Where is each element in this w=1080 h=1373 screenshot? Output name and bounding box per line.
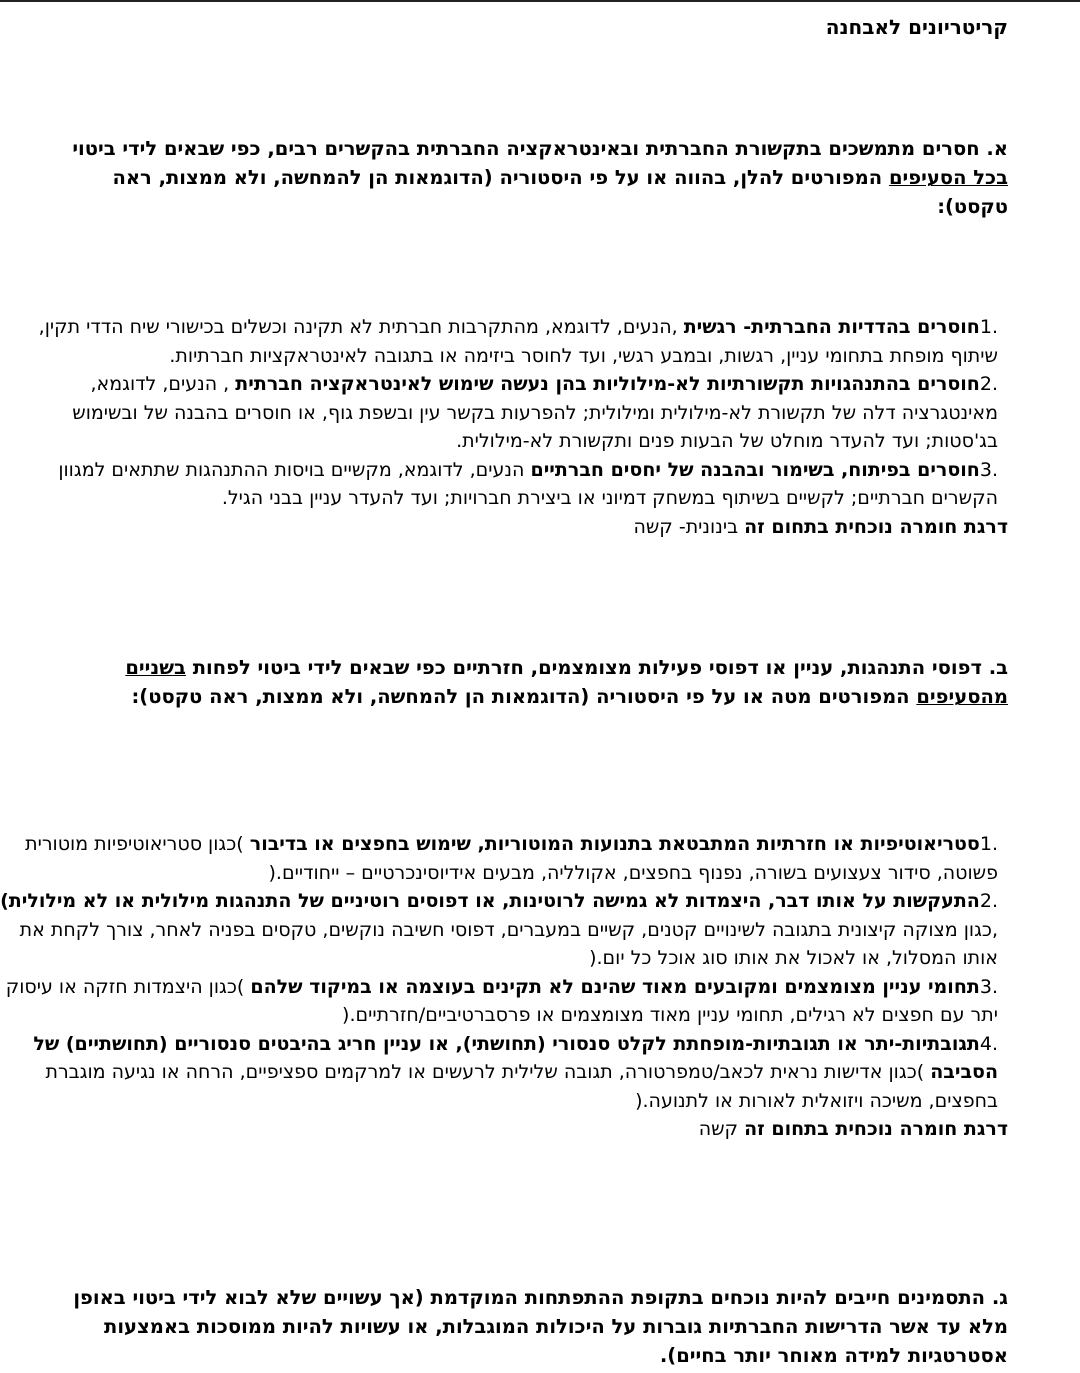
item-number: .3 (979, 975, 998, 998)
section-c-heading: ג. התסמינים חייבים להיות נוכחים בתקופת ההתפתחות המוקדמת (אך עשויים שלא לבוא לידי ביטוי באופן מלא עד אשר הדרישות החברתיות גוברות על היכולות המוגבלות, או עשויות להיות ממוסכות באמצעות אסטרטגיות למידה מאוחר יותר בחיים). (73, 1286, 1008, 1367)
section-b-item-2 (0, 887, 1008, 973)
top-border (0, 0, 1080, 2)
section-a-item-2 (0, 370, 1008, 456)
section-a-text-end: המפורטים להלן, בהווה או על פי היסטוריה (הדוגמאות הן להמחשה, ולא ממצות, ראה טקסט): (112, 166, 1008, 218)
item-bold: חוסרים בהדדיות החברתית- רגשית (683, 316, 980, 338)
item-text: הנעים, לדוגמא, מקשיים בויסות ההתנהגות שתתאים למגוון הקשרים חברתיים; לקשיים בשיתוף במשחק דמיוני או ביצירת חברויות; ועד להעדר עניין בבני הגיל. (58, 458, 998, 509)
section-b-items (0, 830, 1008, 1144)
section-b-underlined: בשניים מהסעיפים (125, 656, 1008, 708)
item-bold: תחומי עניין מצומצמים ומקובעים מאוד שהינם לא תקינים בעוצמה או במיקוד שלהם (250, 975, 980, 998)
section-a-text: א. חסרים מתמשכים בתקשורת החברתית ובאינטראקציה החברתית בהקשרים רבים, כפי שבאים לידי ביטוי (72, 137, 1008, 160)
item-bold: התעקשות על אותו דבר, היצמדות לא גמישה לרוטינות, או דפוסים רוטיניים של התנהגות מילולית או לא מילולית) (0, 890, 980, 912)
section-a-severity (0, 513, 1008, 542)
item-text: )כגון אדישות נראית לכאב/טמפרטורה, תגובה שלילית לרעשים או למרקמים ספציפיים, הרחה או נגיעה מוגברת בחפצים, משיכה ויזואלית לאורות או לתנועה.( (45, 1061, 998, 1112)
item-text: , הנעים, לדוגמא, מאינטגרציה דלה של תקשורת לא-מילולית ומילולית; להפרעות בקשר עין ובשפת גוף, או חוסרים בהבנה של ובשימוש בג'סטות; ועד להעדר מוחלט של הבעות פנים ותקשורת לא-מילולית. (72, 373, 998, 452)
item-number: .1 (979, 833, 998, 855)
item-text: ,כגון מצוקה קיצונית בתגובה לשינויים קטנים, קשיים במעברים, דפוסי חשיבה נוקשים, טקסים בפניה לאחר, צורך לקחת את אותו המסלול, או לאכול את אותו סוג אוכל כל יום.( (19, 918, 998, 969)
section-a-item-1 (0, 313, 1008, 370)
section-b-text: ב. דפוסי התנהגות, עניין או דפוסי פעילות מצומצמים, חזרתיים כפי שבאים לידי ביטוי לפחות (185, 656, 1008, 679)
item-number: .1 (979, 316, 998, 338)
section-b-severity (0, 1115, 1008, 1144)
section-a-items (0, 313, 1008, 541)
item-bold: חוסרים בפיתוח, בשימור ובהבנה של יחסים חברתיים (530, 458, 980, 481)
section-b-item-4 (0, 1030, 1008, 1116)
section-a-underlined: בכל הסעיפים (888, 166, 1008, 189)
item-bold: תגובתיות-יתר או תגובתיות-מופחתת לקלט סנסורי (תחושתי), או עניין חריג בהיבטים סנסוריים (תחושתיים) של הסביבה (33, 1032, 998, 1083)
item-number: .3 (979, 458, 998, 481)
section-b-item-3 (0, 973, 1008, 1030)
severity-label: דרגת חומרה נוכחית בתחום זה (744, 515, 1008, 538)
item-text: )כגון היצמדות חזקה או עיסוק יתר עם חפצים לא רגילים, תחומי עניין מאוד מצומצמים או פרסברטיביים/חזרתיים.( (5, 975, 998, 1026)
item-number: .2 (979, 373, 998, 395)
section-b-heading (50, 653, 1008, 711)
section-b-text-end: המפורטים מטה או על פי היסטוריה (הדוגמאות הן להמחשה, ולא ממצות, ראה טקסט): (131, 685, 917, 708)
item-bold: חוסרים בהתנהגויות תקשורתיות לא-מילוליות בהן נעשה שימוש לאינטראקציה חברתית (235, 373, 980, 395)
item-number: .4 (979, 1032, 998, 1055)
section-a-heading (50, 134, 1008, 221)
severity-label: דרגת חומרה נוכחית בתחום זה (744, 1118, 1008, 1140)
severity-value: קשה (698, 1118, 745, 1140)
section-b-item-1 (0, 830, 1008, 887)
item-number: .2 (979, 890, 998, 912)
section-a-item-3 (0, 456, 1008, 513)
page-title: קריטריונים לאבחנה (825, 15, 1008, 39)
item-bold: סטריאוטיפיות או חזרתיות המתבטאת בתנועות המוטוריות, שימוש בחפצים או בדיבור (249, 833, 980, 855)
item-text: )כגון סטריאוטיפיות מוטורית פשוטה, סידור צעצועים בשורה, נפנוף בחפצים, אקולליה, מבעים אידיוסינכרטיים – ייחודיים.( (25, 833, 998, 884)
severity-value: בינונית- קשה (633, 515, 745, 538)
item-text: ,הנעים, לדוגמא, מהתקרבות חברתית לא תקינה וכשלים בכישורי שיח הדדי תקין, שיתוף מופחת בתחומי עניין, רגשות, ובמבע רגשי, ועד לחוסר ביזימה או בתגובה לאינטראקציות חברתיות. (38, 316, 998, 367)
